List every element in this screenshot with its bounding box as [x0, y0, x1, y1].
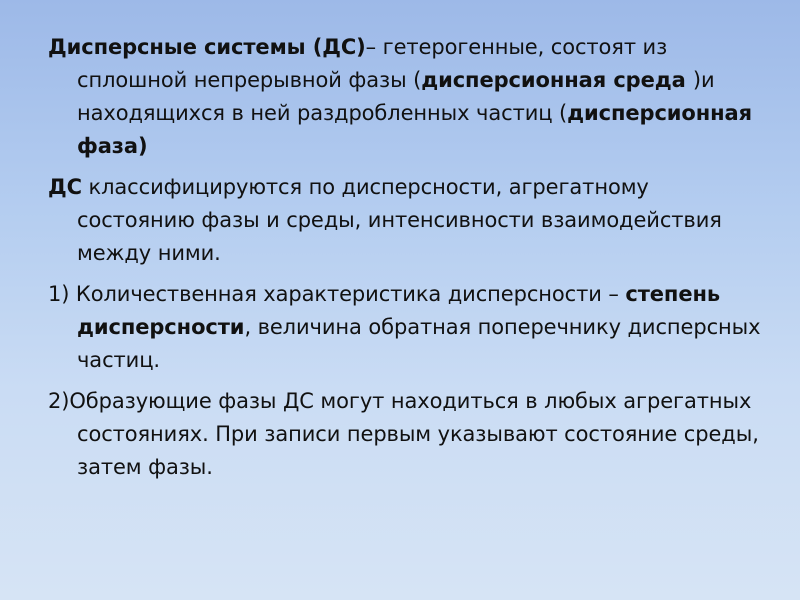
paragraph-classification [48, 171, 768, 270]
dispersity-text-2: , величина обратная поперечнику дисперсных частиц. [77, 315, 761, 372]
term-degree-of-dispersity: степень дисперсности [77, 282, 721, 339]
classification-text: классифицируются по дисперсности, агрегатному состоянию фазы и среды, интенсивности взаимодействия между ними. [77, 175, 722, 265]
dispersity-text-1: 1) Количественная характеристика дисперсности – [48, 282, 626, 306]
term-dispersed-systems: Дисперсные системы (ДС) [48, 35, 366, 59]
term-dispersion-medium: дисперсионная среда [421, 68, 693, 92]
paragraph-dispersity [48, 278, 768, 377]
slide-content [48, 31, 768, 492]
term-dispersed-phase: дисперсионная фаза) [77, 101, 753, 158]
paragraph-definition [48, 31, 768, 163]
definition-text-1: – гетерогенные, состоят из сплошной непрерывной фазы ( [77, 35, 668, 92]
aggregate-states-text: 2)Образующие фазы ДС могут находиться в любых агрегатных состояниях. При записи первым указывают состояние среды, затем фазы. [48, 389, 759, 479]
definition-text-2: )и находящихся в ней раздробленных частиц ( [77, 68, 715, 125]
term-ds: ДС [48, 175, 82, 199]
paragraph-aggregate-states [48, 385, 768, 484]
